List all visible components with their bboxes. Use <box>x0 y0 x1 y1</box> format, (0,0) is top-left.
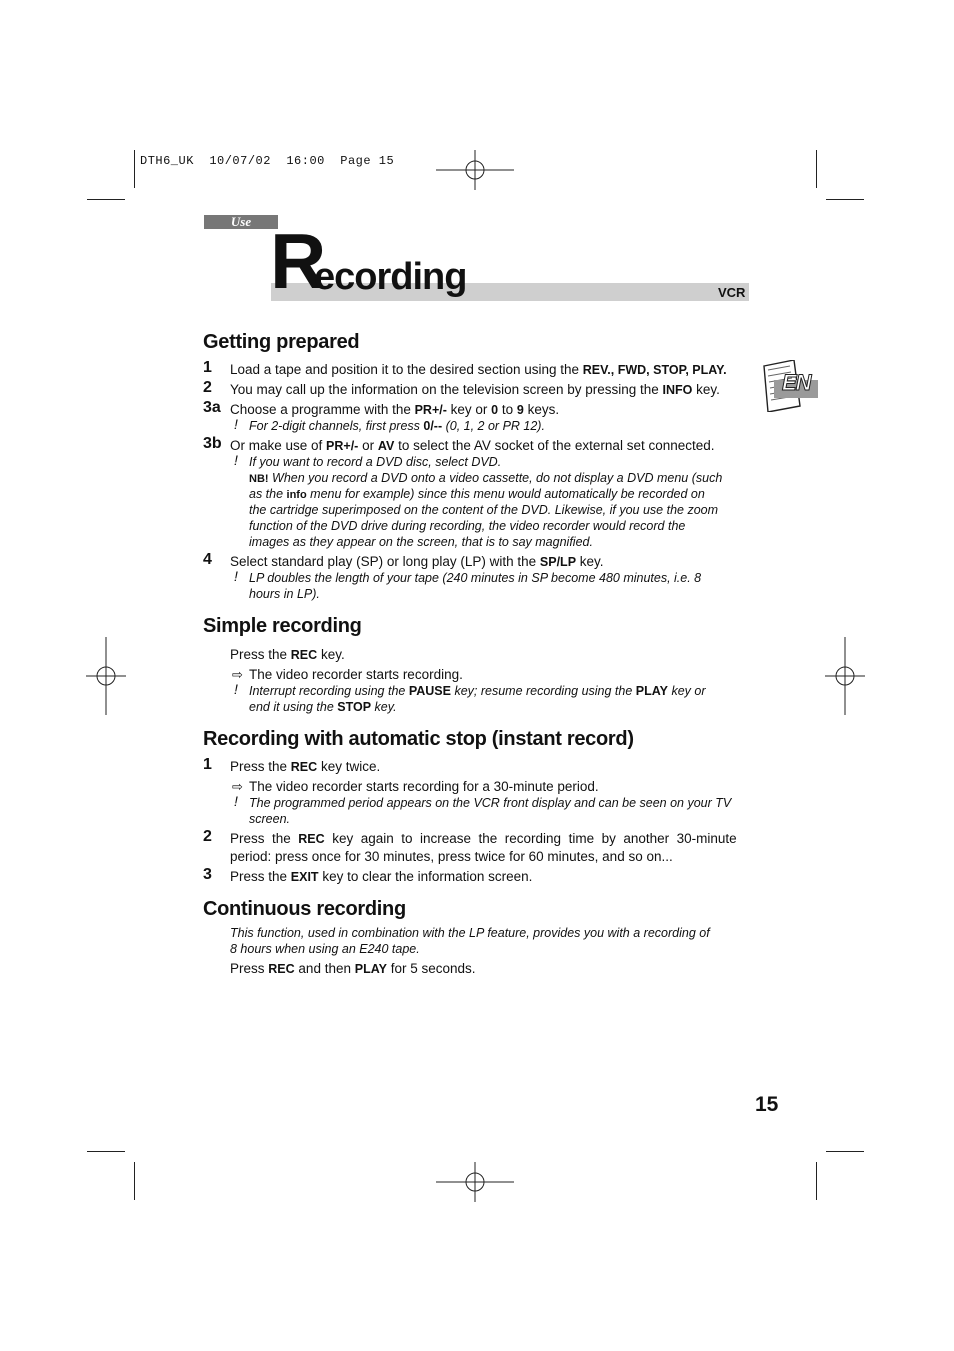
step-number: 1 <box>203 756 212 773</box>
exclamation-icon: ! <box>234 452 238 468</box>
nb-note: images as they appear on the screen, that is to say magnified. <box>249 535 593 549</box>
step-text: Or make use of PR+/- or AV to select the AV socket of the external set connected. <box>230 438 715 453</box>
note-text: LP doubles the length of your tape (240 minutes in SP become 480 minutes, i.e. 8 <box>249 571 702 585</box>
step-number: 3b <box>203 435 222 452</box>
crop-mark <box>87 199 125 200</box>
step-number: 3 <box>203 866 212 883</box>
crop-mark <box>134 1162 135 1200</box>
step-text: Press the REC key twice. <box>230 759 381 774</box>
registration-mark <box>436 150 514 190</box>
registration-mark <box>86 637 126 715</box>
step-text: You may call up the information on the television screen by pressing the INFO key. <box>230 382 720 397</box>
step-text: Press the REC key. <box>230 647 345 662</box>
vcr-label: VCR <box>718 285 746 300</box>
crop-mark <box>134 150 135 188</box>
nb-note: NB! When you record a DVD onto a video cassette, do not display a DVD menu (such <box>249 471 723 485</box>
intro-text: 8 hours when using an E240 tape. <box>230 942 420 956</box>
note-text: end it using the STOP key. <box>249 700 397 714</box>
crop-mark <box>816 150 817 188</box>
registration-mark <box>436 1162 514 1202</box>
header-date: 10/07/02 <box>209 154 271 168</box>
step-number: 2 <box>203 828 212 845</box>
page-title: ecording <box>314 256 467 298</box>
nb-note: function of the DVD drive during recording, the video recorder would record the <box>249 519 686 533</box>
section-heading-getting-prepared: Getting prepared <box>203 331 360 353</box>
section-heading-instant-record: Recording with automatic stop (instant record) <box>203 728 634 750</box>
crop-mark <box>87 1151 125 1152</box>
note-text: If you want to record a DVD disc, select DVD. <box>249 455 502 469</box>
step-text: Press REC and then PLAY for 5 seconds. <box>230 961 476 976</box>
step-text: Select standard play (SP) or long play (LP) with the SP/LP key. <box>230 554 604 569</box>
language-badge <box>760 360 818 412</box>
step-text: Press the REC key again to increase the recording time by another 30-minute <box>230 831 737 846</box>
header-file: DTH6_UK <box>140 154 194 168</box>
section-heading-simple-recording: Simple recording <box>203 615 362 637</box>
step-text: Press the EXIT key to clear the information screen. <box>230 869 533 884</box>
note-text: screen. <box>249 812 290 826</box>
language-code: EN <box>782 370 811 395</box>
nb-note: the cartridge superimposed on the content of the DVD. Likewise, if you use the zoom <box>249 503 719 517</box>
exclamation-icon: ! <box>234 681 238 697</box>
section-tab: Use <box>204 215 278 229</box>
note-text: The programmed period appears on the VCR front display and can be seen on your TV <box>249 796 732 810</box>
print-header <box>140 154 394 168</box>
note-text: For 2-digit channels, first press 0/-- (0, 1, 2 or PR 12). <box>249 419 545 433</box>
step-text: period: press once for 30 minutes, press twice for 60 minutes, and so on... <box>230 849 673 864</box>
crop-mark <box>826 199 864 200</box>
nb-note: as the info menu for example) since this menu would automatically be recorded on <box>249 487 705 501</box>
result-text: The video recorder starts recording. <box>249 667 463 682</box>
result-text: The video recorder starts recording for a 30-minute period. <box>249 779 599 794</box>
step-number: 1 <box>203 359 212 376</box>
header-time: 16:00 <box>286 154 325 168</box>
note-text: Interrupt recording using the PAUSE key; resume recording using the PLAY key or <box>249 684 706 698</box>
crop-mark <box>816 1162 817 1200</box>
step-text: Load a tape and position it to the desired section using the REV., FWD, STOP, PLAY. <box>230 362 727 377</box>
page-number: 15 <box>755 1093 779 1116</box>
exclamation-icon: ! <box>234 793 238 809</box>
arrow-right-icon: ⇨ <box>232 667 243 682</box>
header-page: Page 15 <box>340 154 395 168</box>
exclamation-icon: ! <box>234 416 238 432</box>
arrow-right-icon: ⇨ <box>232 779 243 794</box>
step-number: 4 <box>203 551 212 568</box>
intro-text: This function, used in combination with the LP feature, provides you with a recording of <box>230 926 710 940</box>
section-heading-continuous-recording: Continuous recording <box>203 898 406 920</box>
crop-mark <box>826 1151 864 1152</box>
exclamation-icon: ! <box>234 568 238 584</box>
step-number: 3a <box>203 399 221 416</box>
registration-mark <box>825 637 865 715</box>
step-number: 2 <box>203 379 212 396</box>
step-text: Choose a programme with the PR+/- key or 0 to 9 keys. <box>230 402 560 417</box>
note-text: hours in LP). <box>249 587 320 601</box>
title-initial: R <box>270 217 325 305</box>
